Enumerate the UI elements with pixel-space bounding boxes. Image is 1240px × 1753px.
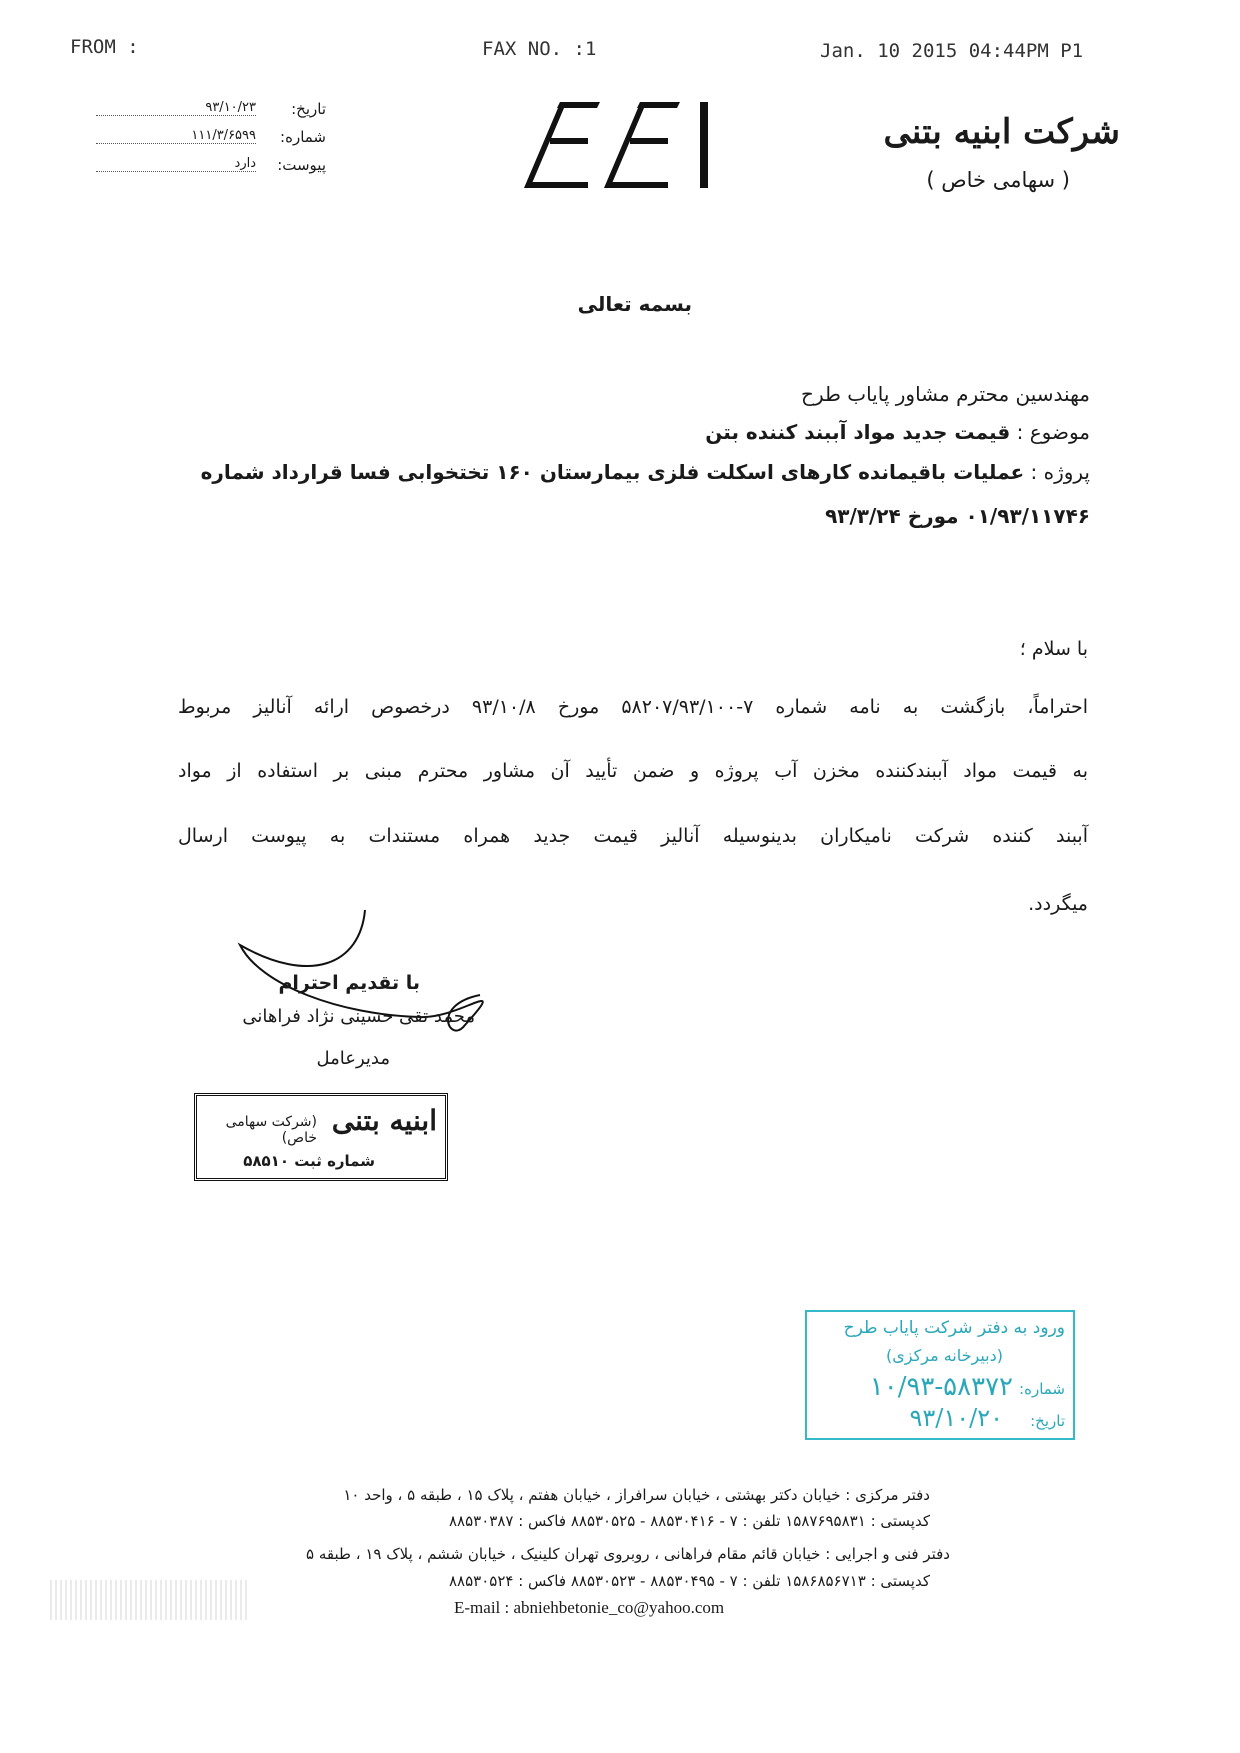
signature-closing: با تقدیم احترام (278, 972, 420, 994)
meta-number-value: ۱۱۱/۳/۶۵۹۹ (96, 128, 256, 144)
company-stamp (194, 1093, 448, 1181)
contract-reference: ۰۱/۹۳/۱۱۷۴۶ مورخ ۹۳/۳/۲۴ (825, 504, 1090, 528)
recipient: مهندسین محترم مشاور پایاب طرح (801, 382, 1090, 406)
body-line-3: آببند کننده شرکت نامیکاران بدینوسیله آنالیز قیمت جدید همراه مستندات به پیوست ارسال (178, 825, 1088, 847)
company-logo (520, 100, 740, 192)
meta-attachment-label: پیوست: (277, 156, 326, 174)
meta-attachment-value: دارد (96, 156, 256, 172)
signatory-title: مدیرعامل (316, 1048, 390, 1069)
subject-label: موضوع : (1016, 420, 1090, 444)
meta-number-label: شماره: (280, 128, 326, 146)
stamp-company-name: ابنیه بتنی (331, 1104, 437, 1137)
body-end: میگردد. (1028, 893, 1088, 915)
signatory-name: محمد تقی حسینی نژاد فراهانی (242, 1006, 475, 1027)
footer-email: E-mail : abniehbetonie_co@yahoo.com (454, 1598, 725, 1617)
project-text: عملیات باقیمانده کارهای اسکلت فلزی بیمارستان ۱۶۰ تختخوابی فسا قرارداد شماره (200, 460, 1025, 484)
body-line-2: به قیمت مواد آببندکننده مخزن آب پروژه و ضمن تأیید آن مشاور محترم مبنی بر استفاده از مواد (178, 760, 1088, 782)
greeting: با سلام ؛ (1019, 638, 1088, 660)
basmala: بسمه تعالی (577, 292, 692, 316)
company-name: شرکت ابنیه بتنی (883, 112, 1120, 152)
fax-datetime: Jan. 10 2015 04:44PM P1 (820, 40, 1084, 62)
meta-date-label: تاریخ: (291, 100, 326, 118)
stamp-company-type: (شرکت سهامی خاص) (225, 1114, 317, 1146)
received-stamp-subtitle: (دبیرخانه مرکزی) (886, 1346, 1003, 1365)
received-date: ۹۳/۱۰/۲۰ (909, 1404, 1003, 1432)
footer-central-office: دفتر مرکزی : خیابان دکتر بهشتی ، خیابان سرافراز ، خیابان هفتم ، پلاک ۱۵ ، طبقه ۵ ، واحد ۱۰ (343, 1486, 930, 1504)
received-stamp (805, 1310, 1075, 1440)
meta-number (26, 128, 326, 152)
received-date-label: تاریخ: (1030, 1412, 1065, 1430)
fax-number: FAX NO. :1 (482, 38, 597, 60)
meta-date (26, 100, 326, 124)
project-label: پروژه : (1030, 460, 1090, 484)
meta-attachment (26, 156, 326, 180)
subject-text: قیمت جدید مواد آببند کننده بتن (705, 420, 1011, 444)
meta-date-value: ۹۳/۱۰/۲۳ (96, 100, 256, 116)
received-stamp-title: ورود به دفتر شرکت پایاب طرح (843, 1318, 1065, 1338)
company-type: ( سهامی خاص ) (926, 168, 1070, 192)
received-number: ۱۰/۹۳-۵۸۳۷۲ (869, 1372, 1013, 1402)
footer-central-contact: کدپستی : ۱۵۸۷۶۹۵۸۳۱ تلفن : ۷ - ۸۸۵۳۰۴۱۶ - ۸۸۵۳۰۵۲۵ فاکس : ۸۸۵۳۰۳۸۷ (449, 1512, 930, 1530)
project-line (201, 460, 1090, 484)
fax-from: FROM : (70, 36, 139, 58)
stamp-registration: شماره ثبت ۵۸۵۱۰ (243, 1152, 375, 1170)
subject-line (705, 420, 1090, 444)
footer-technical-office: دفتر فنی و اجرایی : خیابان قائم مقام فراهانی ، روبروی تهران کلینیک ، خیابان ششم ، پلاک ۱۹ ، طبقه ۵ (306, 1545, 950, 1563)
scan-noise (50, 1580, 250, 1620)
footer-technical-contact: کدپستی : ۱۵۸۶۸۵۶۷۱۳ تلفن : ۷ - ۸۸۵۳۰۴۹۵ - ۸۸۵۳۰۵۲۳ فاکس : ۸۸۵۳۰۵۲۴ (449, 1572, 930, 1590)
received-number-label: شماره: (1019, 1380, 1065, 1398)
body-line-1: احتراماً، بازگشت به نامه شماره ۷-۵۸۲۰۷/۹۳/۱۰۰ مورخ ۹۳/۱۰/۸ درخصوص ارائه آنالیز مربوط (178, 696, 1088, 718)
